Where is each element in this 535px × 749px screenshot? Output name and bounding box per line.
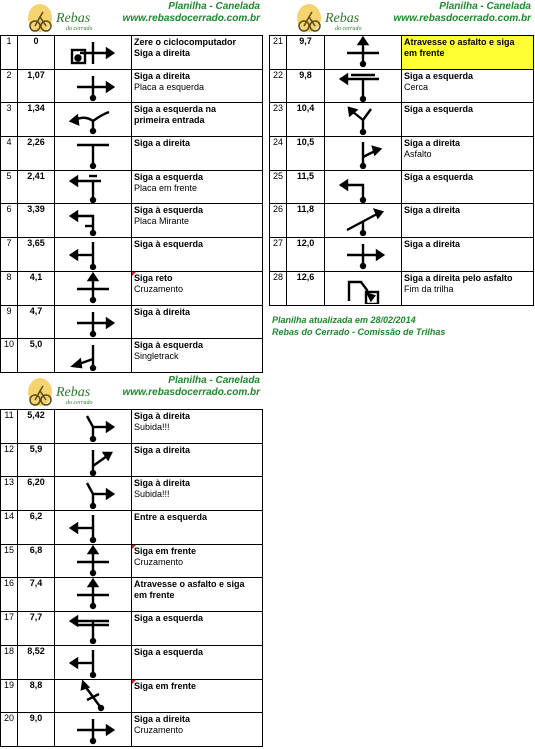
instruction-cell bbox=[132, 271, 263, 305]
row-number: 8 bbox=[1, 271, 18, 305]
row-number: 11 bbox=[1, 410, 18, 444]
maneuver-cell bbox=[325, 137, 402, 171]
planilha-title: Planilha - Canelada bbox=[439, 1, 531, 12]
instruction-cell bbox=[402, 137, 534, 171]
row-number: 17 bbox=[1, 612, 18, 646]
instruction-cell bbox=[132, 339, 263, 373]
row-number: 13 bbox=[1, 477, 18, 511]
instruction-text: Siga a direita bbox=[134, 70, 191, 81]
instruction-cell bbox=[132, 544, 263, 578]
table-row bbox=[1, 578, 263, 612]
distance-km: 11,5 bbox=[287, 170, 325, 204]
instruction-detail: em frente bbox=[134, 590, 175, 601]
instruction-detail: Asfalto bbox=[404, 149, 432, 160]
distance-km: 6,8 bbox=[18, 544, 55, 578]
table-row bbox=[1, 477, 263, 511]
svg-text:do cerrado: do cerrado bbox=[335, 26, 362, 32]
row-number: 25 bbox=[270, 170, 287, 204]
instruction-detail: Fim da trilha bbox=[404, 283, 454, 294]
row-number: 24 bbox=[270, 137, 287, 171]
row-number: 9 bbox=[1, 305, 18, 339]
t-left-icon bbox=[63, 238, 123, 270]
site-url[interactable]: www.rebasdocerrado.com.br bbox=[393, 13, 531, 24]
instruction-text: Siga a direita pelo asfalto bbox=[404, 272, 513, 283]
instruction-cell bbox=[132, 410, 263, 444]
instruction-cell bbox=[132, 578, 263, 612]
row-number: 4 bbox=[1, 137, 18, 171]
instruction-cell bbox=[402, 204, 534, 238]
instruction-text: Siga a esquerda bbox=[134, 646, 204, 657]
maneuver-cell bbox=[55, 137, 132, 171]
distance-km: 4,1 bbox=[18, 271, 55, 305]
instruction-cell bbox=[132, 612, 263, 646]
maneuver-cell bbox=[55, 713, 132, 747]
rebas-logo bbox=[26, 374, 116, 408]
maneuver-cell bbox=[55, 612, 132, 646]
turn-left-icon bbox=[333, 171, 393, 203]
fork-left-icon bbox=[63, 103, 123, 135]
distance-km: 5,9 bbox=[18, 443, 55, 477]
instruction-text: Siga a direita bbox=[134, 444, 191, 455]
route-table-1 bbox=[0, 35, 263, 373]
maneuver-cell bbox=[325, 170, 402, 204]
instruction-detail: Cruzamento bbox=[134, 556, 184, 567]
t-left-bar-icon bbox=[333, 70, 393, 102]
maneuver-cell bbox=[325, 36, 402, 70]
instruction-text: Atravesse o asfalto e siga bbox=[404, 37, 515, 47]
maneuver-cell bbox=[325, 69, 402, 103]
instruction-text: Zere o ciclocomputador bbox=[134, 37, 237, 47]
svg-text:Rebas: Rebas bbox=[56, 11, 91, 26]
distance-km: 8,8 bbox=[18, 679, 55, 713]
distance-km: 1,07 bbox=[18, 69, 55, 103]
distance-km: 9,8 bbox=[287, 69, 325, 103]
table-row bbox=[270, 103, 534, 137]
cross-right-icon bbox=[63, 70, 123, 102]
instruction-cell bbox=[402, 36, 534, 70]
distance-km: 3,39 bbox=[18, 204, 55, 238]
maneuver-cell bbox=[325, 238, 402, 272]
instruction-cell bbox=[132, 305, 263, 339]
svg-text:Rebas: Rebas bbox=[56, 385, 91, 400]
t-left-sign-icon bbox=[63, 171, 123, 203]
comment-marker[interactable] bbox=[132, 272, 136, 276]
table-row bbox=[270, 137, 534, 171]
instruction-cell bbox=[402, 170, 534, 204]
finish-icon bbox=[333, 272, 393, 304]
instruction-text: Siga à esquerda bbox=[134, 205, 204, 216]
row-number: 14 bbox=[1, 511, 18, 545]
maneuver-cell bbox=[55, 103, 132, 137]
header-title bbox=[123, 1, 260, 25]
update-date: Planilha atualizada em 28/02/2014 bbox=[272, 315, 416, 325]
row-number: 3 bbox=[1, 103, 18, 137]
instruction-text: Siga à direita bbox=[134, 411, 191, 421]
instruction-detail: Placa Mirante bbox=[134, 216, 190, 227]
table-row bbox=[1, 204, 263, 238]
instruction-text: Siga a direita bbox=[404, 138, 461, 149]
maneuver-cell bbox=[55, 477, 132, 511]
distance-km: 0 bbox=[18, 36, 55, 70]
instruction-text: Siga a direita bbox=[404, 239, 461, 250]
cross-up-icon bbox=[63, 272, 123, 304]
sheet-block-c bbox=[269, 0, 534, 337]
maneuver-cell bbox=[55, 339, 132, 373]
header bbox=[0, 374, 262, 409]
instruction-text: Siga a direita bbox=[134, 714, 191, 725]
diag-up-icon bbox=[63, 680, 123, 712]
update-note bbox=[272, 314, 445, 338]
y-left-icon bbox=[333, 103, 393, 135]
row-number: 16 bbox=[1, 578, 18, 612]
row-number: 28 bbox=[270, 271, 287, 305]
instruction-cell bbox=[402, 69, 534, 103]
distance-km: 9,7 bbox=[287, 36, 325, 70]
instruction-detail: Cerca bbox=[404, 81, 429, 92]
table-row bbox=[1, 36, 263, 70]
distance-km: 7,4 bbox=[18, 578, 55, 612]
planilha-title: Planilha - Canelada bbox=[168, 1, 260, 12]
rebas-logo bbox=[295, 0, 385, 34]
left-box-icon bbox=[63, 204, 123, 236]
instruction-cell bbox=[402, 238, 534, 272]
distance-km: 8,52 bbox=[18, 645, 55, 679]
trail-committee: Rebas do Cerrado - Comissão de Trilhas bbox=[272, 327, 446, 337]
row-number: 27 bbox=[270, 238, 287, 272]
distance-km: 6,20 bbox=[18, 477, 55, 511]
instruction-text: Entre a esquerda bbox=[134, 512, 208, 523]
instruction-text: Siga a esquerda bbox=[404, 171, 474, 182]
cross-up-icon bbox=[63, 578, 123, 610]
row-number: 26 bbox=[270, 204, 287, 238]
y-right-up-icon bbox=[333, 137, 393, 169]
distance-km: 3,65 bbox=[18, 238, 55, 272]
table-row bbox=[1, 339, 263, 373]
instruction-text: Siga à direita bbox=[134, 306, 191, 317]
table-row bbox=[1, 410, 263, 444]
instruction-detail: Cruzamento bbox=[134, 283, 184, 294]
instruction-text: Siga a esquerda bbox=[404, 70, 474, 81]
instruction-text: Siga reto bbox=[134, 272, 173, 283]
row-number: 19 bbox=[1, 679, 18, 713]
maneuver-cell bbox=[55, 410, 132, 444]
instruction-detail: Subida!!! bbox=[134, 422, 170, 432]
distance-km: 10,4 bbox=[287, 103, 325, 137]
distance-km: 5,0 bbox=[18, 339, 55, 373]
cross-up-icon bbox=[63, 545, 123, 577]
t-left-icon bbox=[63, 646, 123, 678]
instruction-text: Siga em frente bbox=[134, 545, 197, 556]
comment-marker[interactable] bbox=[132, 545, 136, 549]
maneuver-cell bbox=[55, 544, 132, 578]
instruction-cell bbox=[132, 69, 263, 103]
table-row bbox=[1, 238, 263, 272]
t-left-icon bbox=[63, 511, 123, 543]
sheet-block-b bbox=[0, 374, 263, 747]
site-url[interactable]: www.rebasdocerrado.com.br bbox=[122, 13, 260, 24]
instruction-detail: Placa a esquerda bbox=[134, 81, 205, 92]
maneuver-cell bbox=[55, 679, 132, 713]
y-right-icon bbox=[63, 410, 123, 442]
instruction-detail: primeira entrada bbox=[134, 115, 205, 126]
maneuver-cell bbox=[55, 170, 132, 204]
instruction-cell bbox=[132, 679, 263, 713]
cross-right-icon bbox=[63, 306, 123, 338]
route-table-2 bbox=[0, 409, 263, 747]
instruction-cell bbox=[402, 271, 534, 305]
instruction-text: Siga à esquerda bbox=[134, 340, 204, 351]
maneuver-cell bbox=[55, 271, 132, 305]
svg-text:do cerrado: do cerrado bbox=[66, 400, 93, 406]
instruction-cell bbox=[132, 170, 263, 204]
distance-km: 2,26 bbox=[18, 137, 55, 171]
instruction-cell bbox=[132, 103, 263, 137]
instruction-text: Siga a esquerda na bbox=[134, 104, 217, 115]
maneuver-cell bbox=[55, 511, 132, 545]
instruction-text: Siga à direita bbox=[134, 478, 191, 489]
row-number: 23 bbox=[270, 103, 287, 137]
row-number: 2 bbox=[1, 69, 18, 103]
cross-up-icon bbox=[333, 36, 393, 68]
comment-marker[interactable] bbox=[132, 680, 136, 684]
maneuver-cell bbox=[55, 69, 132, 103]
instruction-cell bbox=[132, 238, 263, 272]
cross-right-icon bbox=[63, 713, 123, 745]
table-row bbox=[1, 612, 263, 646]
instruction-text: Siga à esquerda bbox=[134, 239, 204, 250]
svg-text:do cerrado: do cerrado bbox=[66, 26, 93, 32]
maneuver-cell bbox=[325, 271, 402, 305]
svg-text:Rebas: Rebas bbox=[325, 11, 360, 26]
table-row bbox=[270, 36, 534, 70]
route-table-3 bbox=[269, 35, 534, 306]
table-row bbox=[270, 204, 534, 238]
maneuver-cell bbox=[55, 204, 132, 238]
table-row bbox=[1, 713, 263, 747]
table-row bbox=[1, 679, 263, 713]
header-title bbox=[123, 375, 260, 399]
maneuver-cell bbox=[55, 645, 132, 679]
table-row bbox=[270, 238, 534, 272]
planilha-title: Planilha - Canelada bbox=[168, 375, 260, 386]
table-row bbox=[1, 305, 263, 339]
distance-km: 11,8 bbox=[287, 204, 325, 238]
header bbox=[269, 0, 533, 35]
instruction-text: Siga a direita bbox=[134, 138, 191, 149]
slant-left-icon bbox=[63, 339, 123, 371]
diag-right-icon bbox=[333, 204, 393, 236]
maneuver-cell bbox=[55, 443, 132, 477]
table-row bbox=[1, 443, 263, 477]
row-number: 1 bbox=[1, 36, 18, 70]
distance-km: 2,41 bbox=[18, 170, 55, 204]
row-number: 7 bbox=[1, 238, 18, 272]
header-title bbox=[394, 1, 531, 25]
row-number: 15 bbox=[1, 544, 18, 578]
distance-km: 9,0 bbox=[18, 713, 55, 747]
row-number: 20 bbox=[1, 713, 18, 747]
table-row bbox=[1, 69, 263, 103]
maneuver-cell bbox=[55, 305, 132, 339]
instruction-cell bbox=[132, 477, 263, 511]
instruction-text: Siga a esquerda bbox=[134, 613, 204, 624]
cross-right-icon bbox=[333, 238, 393, 270]
maneuver-cell bbox=[55, 36, 132, 70]
distance-km: 6,2 bbox=[18, 511, 55, 545]
distance-km: 1,34 bbox=[18, 103, 55, 137]
distance-km: 12,6 bbox=[287, 271, 325, 305]
instruction-detail: Singletrack bbox=[134, 351, 179, 362]
row-number: 12 bbox=[1, 443, 18, 477]
instruction-text: Atravesse o asfalto e siga bbox=[134, 579, 245, 590]
instruction-cell bbox=[132, 511, 263, 545]
instruction-detail: Placa em frente bbox=[134, 182, 198, 193]
start-right-icon bbox=[63, 36, 123, 68]
distance-km: 5,42 bbox=[18, 410, 55, 444]
maneuver-cell bbox=[325, 103, 402, 137]
t-down-icon bbox=[63, 137, 123, 169]
instruction-cell bbox=[132, 137, 263, 171]
maneuver-cell bbox=[55, 578, 132, 612]
table-row bbox=[270, 271, 534, 305]
table-row bbox=[1, 544, 263, 578]
maneuver-cell bbox=[325, 204, 402, 238]
instruction-text: Siga a esquerda bbox=[134, 171, 204, 182]
instruction-cell bbox=[132, 713, 263, 747]
table-row bbox=[270, 170, 534, 204]
rebas-logo bbox=[26, 0, 116, 34]
instruction-detail: Cruzamento bbox=[134, 725, 184, 736]
instruction-cell bbox=[132, 645, 263, 679]
distance-km: 10,5 bbox=[287, 137, 325, 171]
header bbox=[0, 0, 262, 35]
instruction-cell bbox=[132, 36, 263, 70]
instruction-cell bbox=[132, 443, 263, 477]
instruction-text: Siga a esquerda bbox=[404, 104, 474, 115]
table-row bbox=[1, 170, 263, 204]
sheet-block-a bbox=[0, 0, 263, 373]
row-number: 21 bbox=[270, 36, 287, 70]
row-number: 5 bbox=[1, 170, 18, 204]
table-row bbox=[1, 645, 263, 679]
table-row bbox=[1, 137, 263, 171]
table-row bbox=[1, 511, 263, 545]
instruction-text: Siga a direita bbox=[404, 205, 461, 216]
instruction-detail: em frente bbox=[404, 48, 445, 58]
y-right-icon bbox=[63, 477, 123, 509]
distance-km: 12,0 bbox=[287, 238, 325, 272]
table-row bbox=[270, 69, 534, 103]
distance-km: 7,7 bbox=[18, 612, 55, 646]
instruction-detail: Subida!!! bbox=[134, 489, 170, 500]
table-row bbox=[1, 103, 263, 137]
distance-km: 4,7 bbox=[18, 305, 55, 339]
row-number: 22 bbox=[270, 69, 287, 103]
t-left-double-icon bbox=[63, 612, 123, 644]
site-url[interactable]: www.rebasdocerrado.com.br bbox=[122, 387, 260, 398]
instruction-cell bbox=[402, 103, 534, 137]
maneuver-cell bbox=[55, 238, 132, 272]
bend-right-icon bbox=[63, 444, 123, 476]
instruction-cell bbox=[132, 204, 263, 238]
table-row bbox=[1, 271, 263, 305]
row-number: 18 bbox=[1, 645, 18, 679]
row-number: 10 bbox=[1, 339, 18, 373]
row-number: 6 bbox=[1, 204, 18, 238]
instruction-text: Siga em frente bbox=[134, 680, 197, 691]
instruction-detail: Siga a direita bbox=[134, 48, 191, 58]
